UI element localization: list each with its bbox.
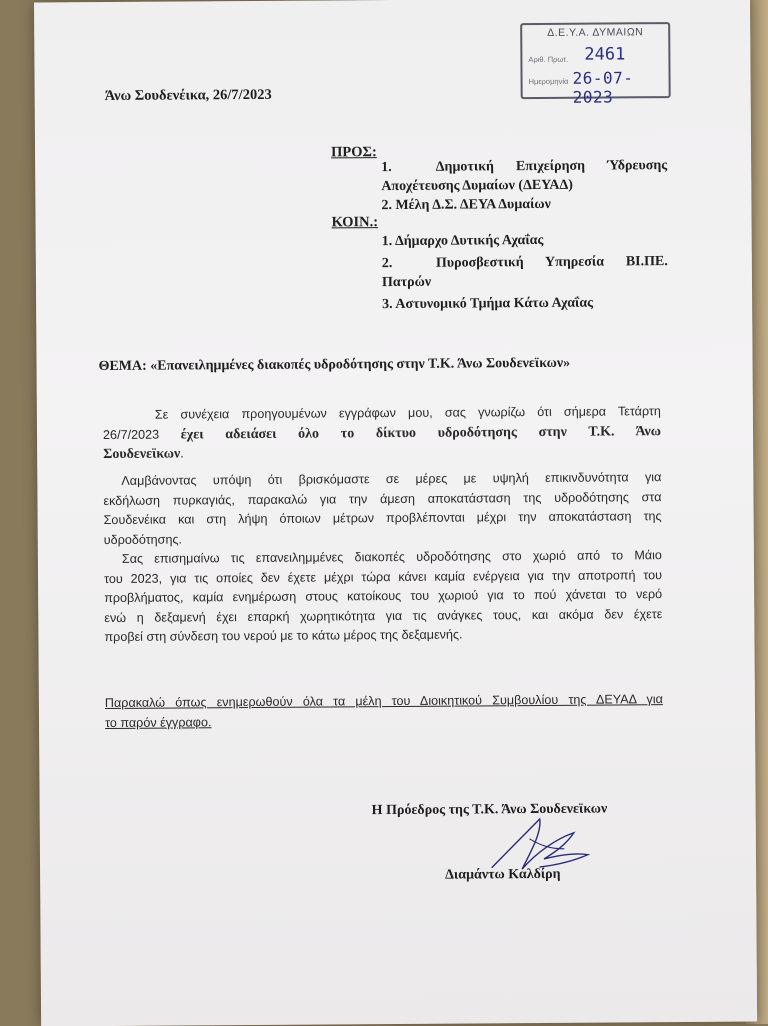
stamp-protocol-label: Αριθ. Πρωτ. (528, 54, 569, 65)
p2-line-2: εκδήλωση πυρκαγιάς, παρακαλώ για την άμεση αποκατάσταση της υδροδότησης στα (103, 489, 662, 508)
p2-line-3: Σουδενέικα και στη λήψη όποιων μέτρων προβλέπονται μέχρι την αποκατάσταση της (103, 509, 662, 528)
to-item-2: 2. Μέλη Δ.Σ. ΔΕΥΑ Δυμαίων (381, 196, 551, 214)
p4-line-1: Παρακαλώ όπως ενημερωθούν όλα τα μέλη του Διοικητικού Συμβουλίου της ΔΕΥΑΔ για (104, 692, 663, 711)
paragraph-4 (105, 690, 663, 733)
cc-item-3: 3. Αστυνομικό Τμήμα Κάτω Αχαΐας (382, 295, 594, 313)
p2-line-4: υδροδότησης. (103, 531, 183, 547)
signatory-title: Η Πρόεδρος της Τ.Κ. Άνω Σουδενεϊκων (371, 801, 608, 819)
to-item-1-cont: Αποχέτευσης Δυμαίων (ΔΕΥΑΔ) (381, 177, 574, 195)
cc-item-1: 1. Δήμαρχο Δυτικής Αχαΐας (381, 232, 544, 250)
p3-line-1: Σας επισημαίνω τις επανειλημμένες διακοπές υδροδότησης στο χωριό από το Μάιο (121, 548, 662, 566)
cc-label: ΚΟΙΝ.: (331, 214, 379, 231)
place-date: Άνω Σουδενέικα, 26/7/2023 (104, 86, 272, 105)
p1-line-3: Σουδενεϊκων. (103, 446, 184, 463)
stamp-protocol-number: 2461 (584, 44, 626, 65)
p1-line-2: 26/7/2023 έχει αδειάσει όλο το δίκτυο υδροδότησης στην Τ.Κ. Άνω (102, 423, 662, 442)
stamp-date-label: Ημερομηνία (528, 76, 569, 87)
cc-item-2: 2. Πυροσβεστική Υπηρεσία ΒΙ.ΠΕ. (381, 254, 668, 272)
letter-page (34, 0, 757, 1026)
cc-list (382, 230, 669, 314)
p1-line-1: Σε συνέχεια προηγουμένων εγγράφων μου, σας γνωρίζω ότι σήμερα Τετάρτη (154, 404, 661, 422)
p3-line-2: του 2023, για τις οποίες δεν έχετε μέχρι τώρα κάνει καμία ενέργεια για την αποτροπή του (103, 567, 663, 586)
p2-line-1: Λαμβάνοντας υπόψη ότι βρισκόμαστε σε μέρες με υψηλή επικινδυνότητα για (121, 470, 662, 488)
p3-line-5: προβεί στη σύνδεση του νερού με το κάτω μέρος της δεξαμενής. (104, 627, 463, 645)
p3-line-4: ενώ η δεξαμενή έχει επαρκή χωρητικότητα για τις ανάγκες τους, και ακόμα δεν έχετε (104, 606, 663, 625)
stamp-date-value: 26-07-2023 (572, 68, 634, 107)
paragraph-1 (103, 402, 661, 464)
to-label: ΠΡΟΣ: (331, 144, 377, 161)
p4-line-2: το παρόν έγγραφο. (104, 714, 212, 730)
protocol-stamp (520, 22, 671, 107)
cc-item-2-cont: Πατρών (381, 274, 432, 291)
paragraph-2 (103, 468, 662, 550)
stamp-organization: Δ.Ε.Υ.Α. ΔΥΜΑΙΩΝ (547, 26, 644, 39)
paragraph-3 (104, 546, 663, 647)
p3-line-3: προβλήματος, καμία ενημέρωση στους κατοίκους του χωριού για το πού χάνεται το νερό (104, 587, 663, 606)
to-item-1: 1. Δημοτική Επιχείρηση Ύδρευσης (381, 158, 668, 176)
subject-line: ΘΕΜΑ: «Επανειλημμένες διακοπές υδροδότησης στην Τ.Κ. Άνω Σουδενεϊκων» (98, 355, 571, 375)
signatory-name: Διαμάντω Καλδίρη (445, 866, 561, 883)
to-list (381, 156, 667, 215)
